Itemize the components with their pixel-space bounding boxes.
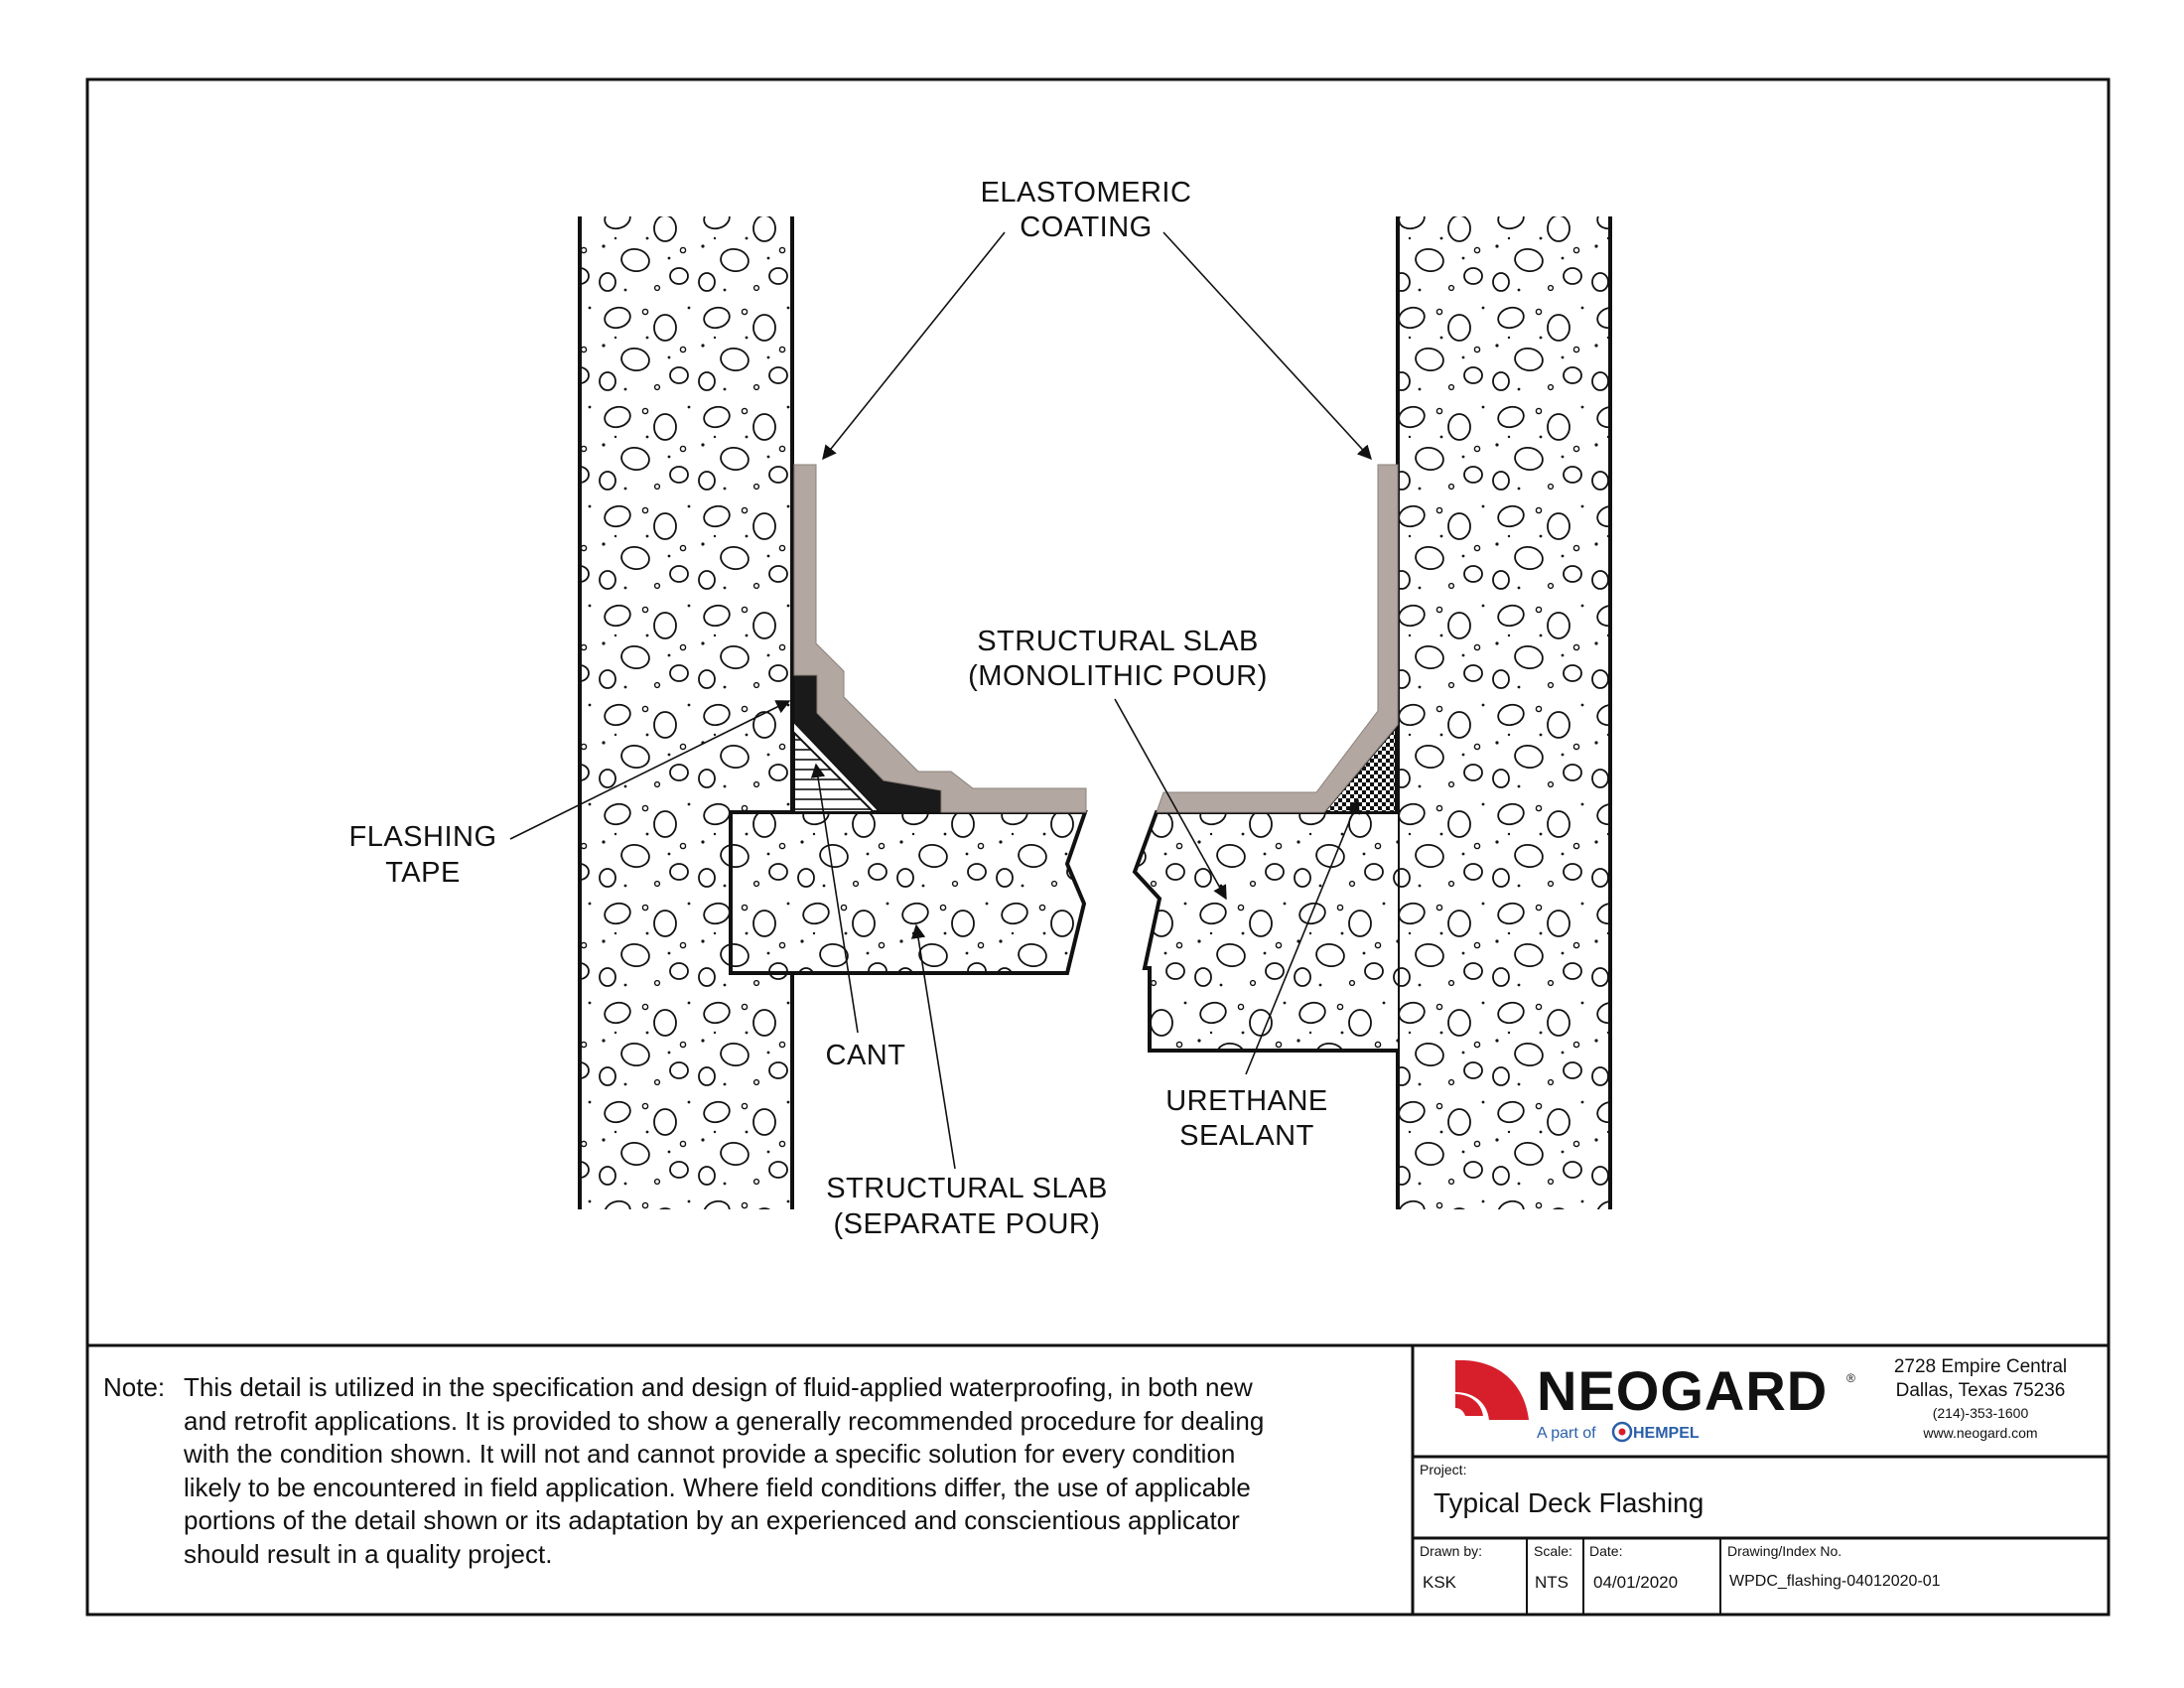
left-wall [580, 216, 792, 1209]
project-label: Project: [1420, 1462, 1467, 1477]
leader-coating-left [823, 232, 1005, 459]
parent-company: HEMPEL [1633, 1425, 1700, 1442]
neogard-logo-icon [1455, 1360, 1529, 1420]
label-slab-monolithic-2: (MONOLITHIC POUR) [968, 660, 1268, 692]
address-city: Dallas, Texas 75236 [1895, 1380, 2066, 1401]
date-value: 04/01/2020 [1593, 1573, 1679, 1592]
label-slab-separate-2: (SEPARATE POUR) [833, 1208, 1101, 1240]
right-wall [1398, 216, 1610, 1209]
hempel-logo-icon [1613, 1423, 1631, 1441]
address-street: 2728 Empire Central [1893, 1356, 2068, 1377]
note-line-6: should result in a quality project. [184, 1538, 553, 1569]
structural-slab-monolithic [1135, 812, 1398, 1051]
project-value: Typical Deck Flashing [1433, 1487, 1705, 1518]
company-address [1866, 1355, 2095, 1443]
drawn-by-value: KSK [1423, 1573, 1457, 1592]
label-urethane-sealant-2: SEALANT [1179, 1120, 1314, 1152]
scale-label: Scale: [1534, 1543, 1572, 1559]
address-phone: (214)-353-1600 [1932, 1405, 2029, 1421]
date-label: Date: [1589, 1543, 1623, 1559]
drawn-by-label: Drawn by: [1420, 1543, 1483, 1559]
registered-mark: ® [1846, 1371, 1855, 1385]
index-label: Drawing/Index No. [1727, 1543, 1843, 1559]
label-cant: CANT [825, 1040, 906, 1071]
label-flashing-tape-1: FLASHING [348, 821, 497, 853]
address-website: www.neogard.com [1923, 1425, 2038, 1441]
company-name: NEOGARD [1537, 1359, 1829, 1422]
label-elastomeric-coating-1: ELASTOMERIC [980, 177, 1192, 209]
tagline-prefix: A part of [1537, 1425, 1596, 1442]
index-value: WPDC_flashing-04012020-01 [1729, 1573, 1941, 1590]
note-prefix: Note: [103, 1372, 166, 1402]
label-slab-monolithic-1: STRUCTURAL SLAB [977, 626, 1259, 657]
scale-value: NTS [1535, 1573, 1569, 1592]
note-line-2: and retrofit applications. It is provided to show a generally recommended procedure for dealing [184, 1405, 1265, 1436]
label-flashing-tape-2: TAPE [385, 857, 461, 889]
structural-slab-separate [731, 812, 1085, 973]
note-line-3: with the condition shown. It will not and cannot provide a specific solution for every condition [184, 1439, 1236, 1469]
note-line-5: portions of the detail shown or its adaptation by an experienced and conscientious applicator [184, 1505, 1240, 1535]
label-urethane-sealant-1: URETHANE [1165, 1085, 1328, 1117]
label-slab-separate-1: STRUCTURAL SLAB [826, 1173, 1108, 1204]
note-line-4: likely to be encountered in field application. Where field conditions differ, the use of applicable [184, 1472, 1251, 1502]
label-elastomeric-coating-2: COATING [1020, 211, 1153, 243]
note-line-1: This detail is utilized in the specification and design of fluid-applied waterproofing, in both new [184, 1372, 1253, 1402]
leader-coating-right [1163, 232, 1371, 459]
